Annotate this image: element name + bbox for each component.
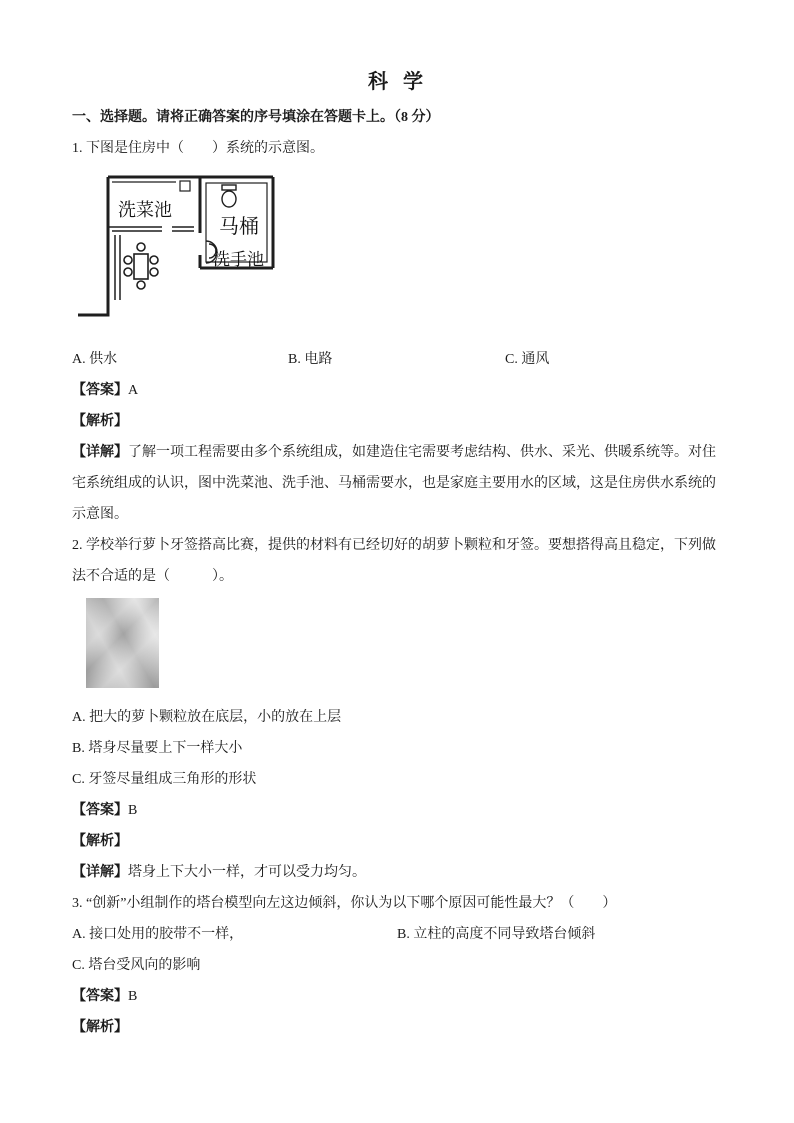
question-3-answer xyxy=(72,981,724,1012)
detail-text: 了解一项工程需要由多个系统组成，如建造住宅需要考虑结构、供水、采光、供暖系统等。对住宅系统组成的认识，图中洗菜池、洗手池、马桶需要水，也是家庭主要用水的区域，这是住房供水系统的示意图。 xyxy=(72,445,716,522)
question-3-stem: 3. “创新”小组制作的塔台模型向左这边倾斜，你认为以下哪个原因可能性最大？（ ） xyxy=(72,896,617,911)
option-b: B. 电路 xyxy=(288,352,333,367)
analysis-label: 【解析】 xyxy=(72,414,128,429)
option-a: A. 把大的萝卜颗粒放在底层，小的放在上层 xyxy=(72,710,342,725)
floor-plan-diagram xyxy=(76,175,276,322)
answer-value: A xyxy=(128,383,139,398)
option-a: A. 接口处用的胶带不一样， xyxy=(72,927,244,942)
detail-text: 塔身上下大小一样，才可以受力均匀。 xyxy=(128,865,366,880)
question-1-options xyxy=(72,344,724,375)
option-b: B. 立柱的高度不同导致塔台倾斜 xyxy=(397,927,596,942)
question-2-detail xyxy=(72,857,724,888)
question-1-figure xyxy=(72,175,724,344)
answer-label: 【答案】 xyxy=(72,989,128,1004)
floor-plan-walls xyxy=(78,177,273,315)
question-2-figure xyxy=(72,598,724,702)
toilet-icon xyxy=(222,185,236,207)
label-basin: 洗手池 xyxy=(213,250,264,269)
question-1-detail xyxy=(72,437,724,530)
answer-value: B xyxy=(128,803,138,818)
question-3-options xyxy=(72,919,724,950)
tower-photo xyxy=(86,598,159,688)
option-b: B. 塔身尽量要上下一样大小 xyxy=(72,741,243,756)
section-heading: 一、选择题。请将正确答案的序号填涂在答题卡上。（8 分） xyxy=(72,110,440,125)
label-sink: 洗菜池 xyxy=(118,200,172,220)
option-a: A. 供水 xyxy=(72,352,118,367)
page-title: 科 学 xyxy=(368,71,428,93)
analysis-label: 【解析】 xyxy=(72,834,128,849)
question-1-stem: 1. 下图是住房中（ ）系统的示意图。 xyxy=(72,141,324,156)
exam-page xyxy=(72,62,724,1043)
question-2-stem: 2. 学校举行萝卜牙签搭高比赛，提供的材料有已经切好的胡萝卜颗粒和牙签。要想搭得高且稳定，下列做法不合适的是（ ）。 xyxy=(72,538,716,584)
question-2-answer xyxy=(72,795,724,826)
answer-label: 【答案】 xyxy=(72,803,128,818)
dining-table-icon xyxy=(124,243,158,289)
label-toilet: 马桶 xyxy=(219,216,259,238)
detail-label: 【详解】 xyxy=(72,445,128,460)
detail-label: 【详解】 xyxy=(72,865,128,880)
option-c: C. 塔台受风向的影响 xyxy=(72,958,201,973)
option-c: C. 牙签尽量组成三角形的形状 xyxy=(72,772,257,787)
question-1-answer xyxy=(72,375,724,406)
analysis-label: 【解析】 xyxy=(72,1020,128,1035)
answer-label: 【答案】 xyxy=(72,383,128,398)
option-c: C. 通风 xyxy=(505,352,550,367)
answer-value: B xyxy=(128,989,138,1004)
